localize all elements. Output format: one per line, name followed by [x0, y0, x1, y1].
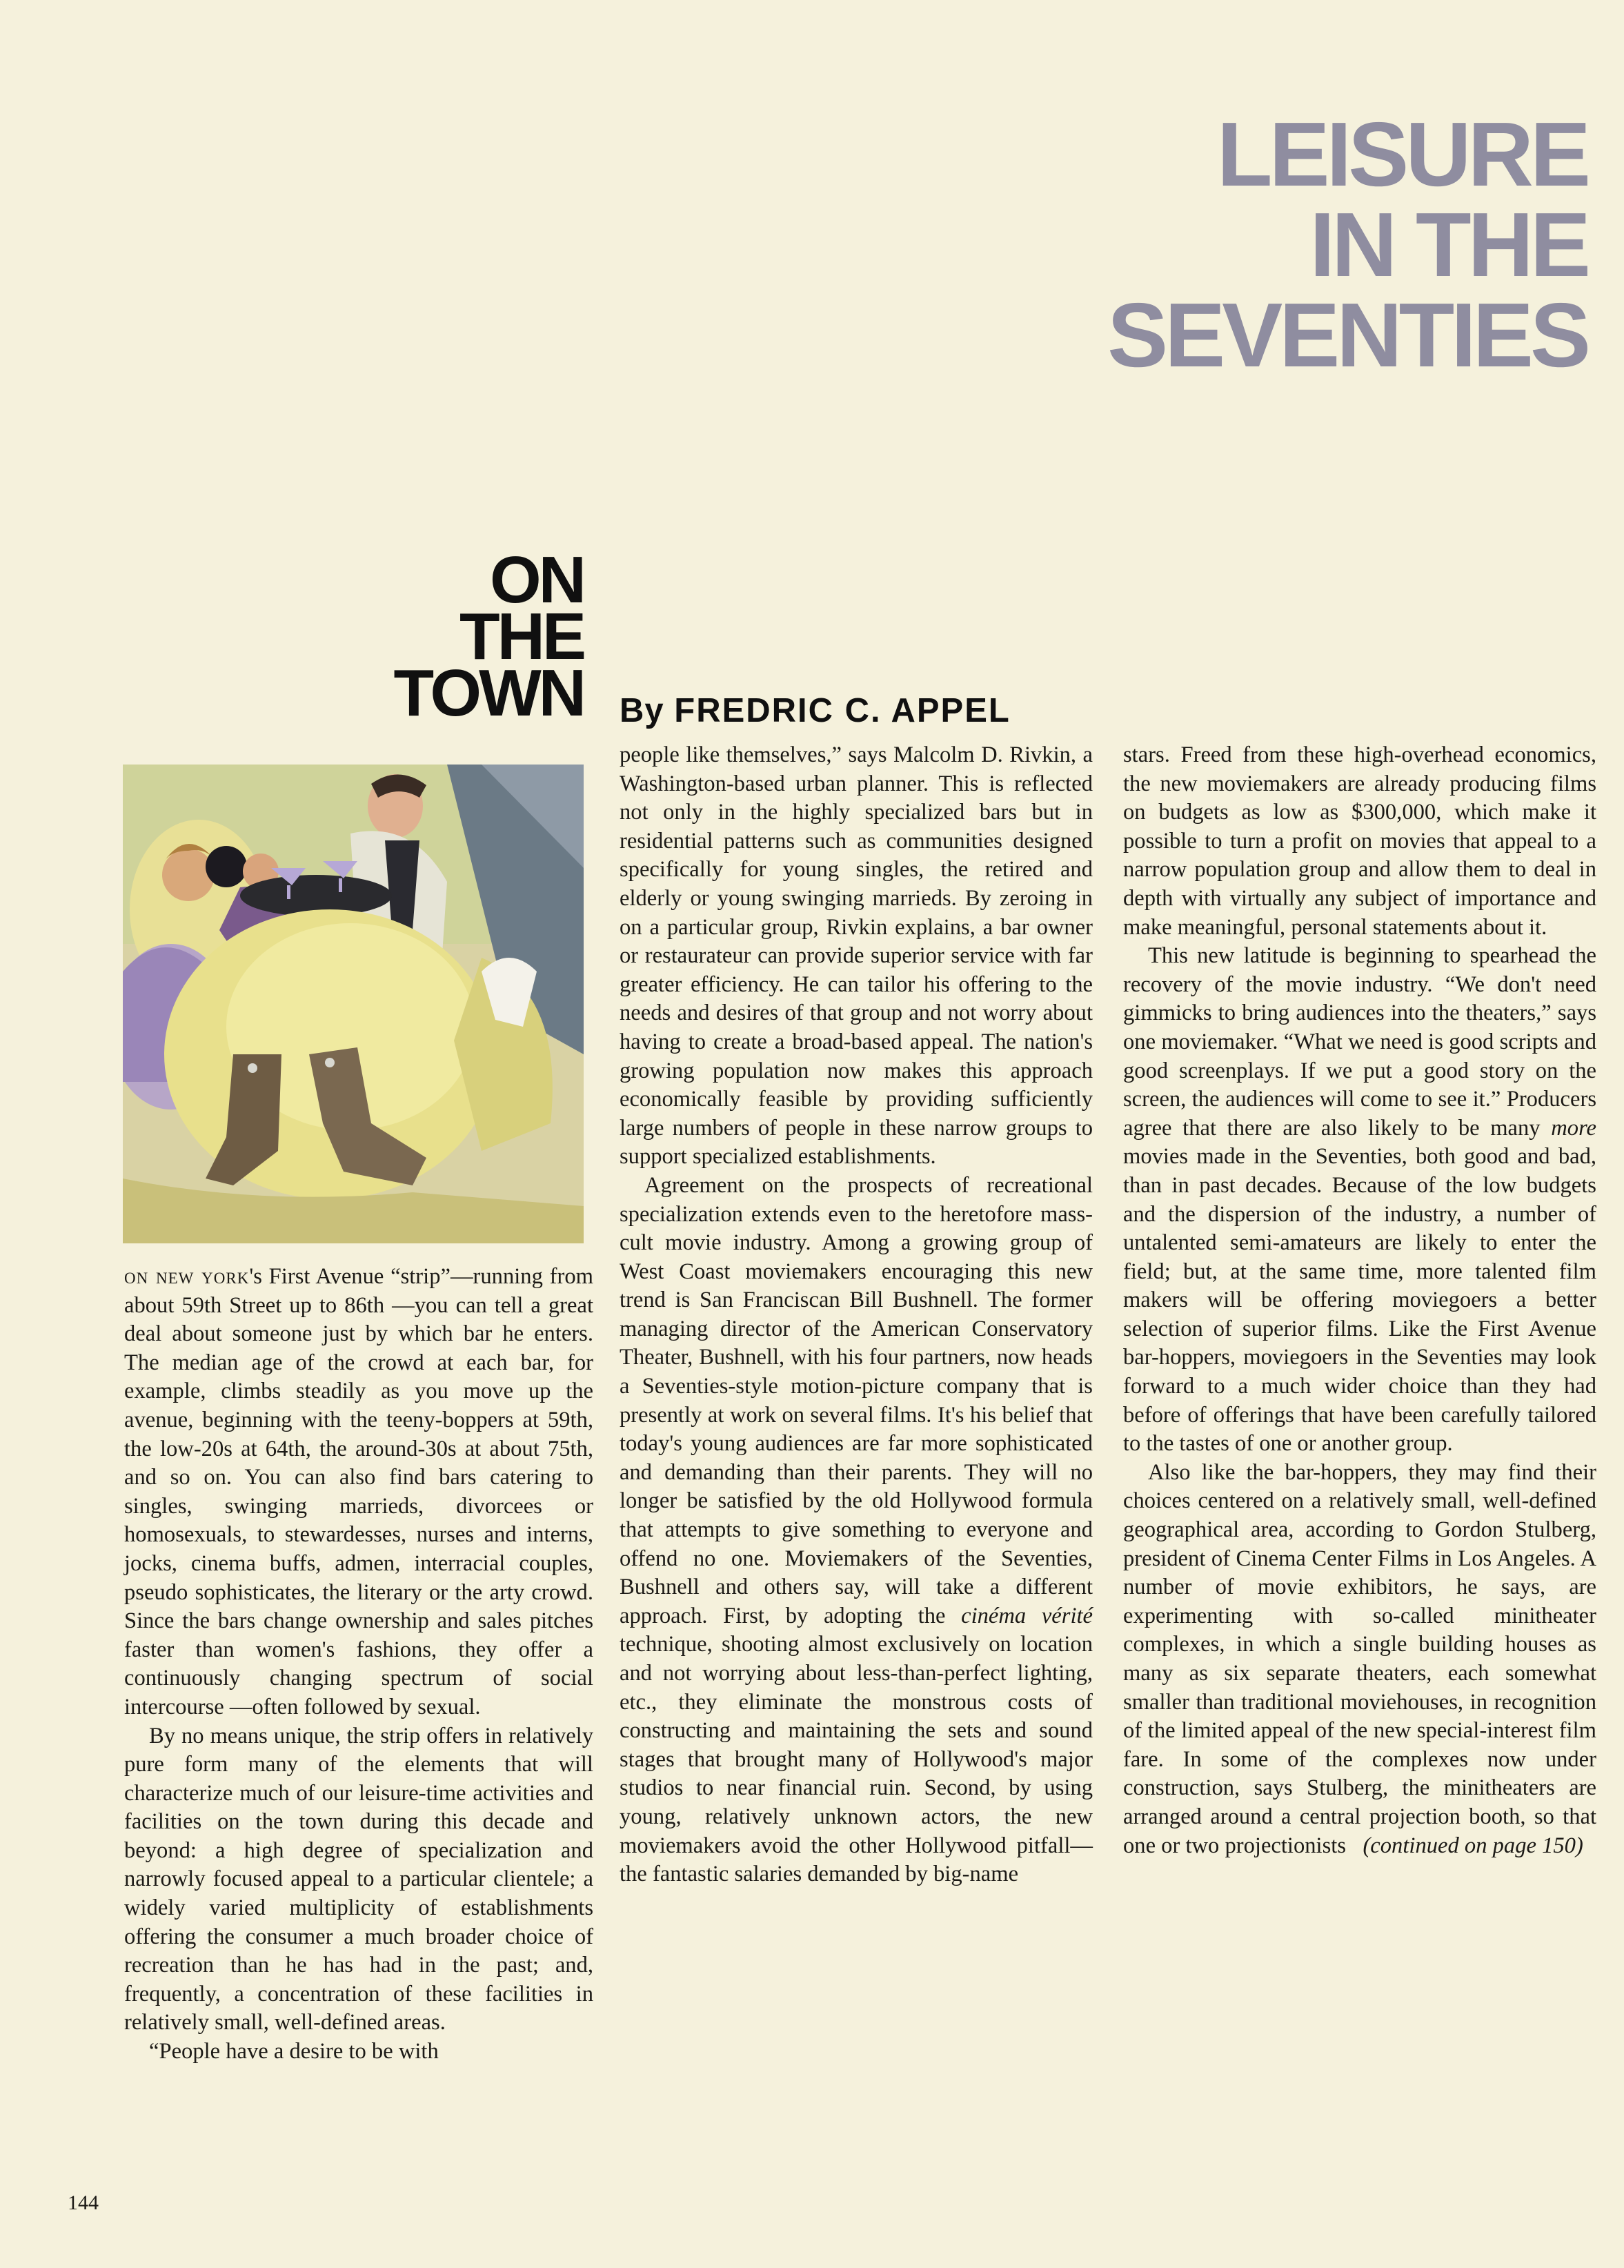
section-title-line-1: ON — [490, 543, 584, 617]
column-1-paragraph-2: By no means unique, the strip offers in relatively pure form many of the elements that will characterize much of our leisure-time activities and facilities on the town during this decade and beyond: a high degree of specialization and narrowly focused appeal to a particular clientele; a widely varied multiplicity of establishments offering the consumer a much broader choice of recreation than he has had in the past; and, frequently, a concentration of these facilities in relatively small, well-defined areas. — [124, 1723, 593, 2035]
column-3-paragraph-1: stars. Freed from these high-overhead economics, the new moviemakers are already producing films on budgets as low as $300,000, which make it possible to turn a profit on movies that appeal to a narrow population group and allow them to deal in depth with virtually any subject of importance and make meaningful, personal statements about it. — [1123, 742, 1596, 940]
column-3-paragraph-3-text: Also like the bar-hoppers, they may find their choices centered on a relatively small, well-defined geographical area, according to Gordon Stulberg, president of Cinema Center Films in Los Angeles. A number of movie exhibitors, he says, are experimenting with so-called minitheater complexes, in which a single building houses as many as six separate theaters, each somewhat smaller than traditional moviehouses, in recognition of the limited appeal of the new special-interest film fare. In some of the complexes now under construction, says Stulberg, the minitheaters are arranged around a central projection booth, so that one or two projectionists — [1123, 1459, 1596, 1858]
column-1-paragraph-1-text: 's First Avenue “strip”—running from about 59th Street up to 86th —you can tell a great deal about someone just by which bar he enters. The median age of the crowd at each bar, for example, climbs steadily as you move up the avenue, beginning with the teeny-boppers at 59th, the low-20s at 64th, the around-30s at about 75th, and so on. You can also find bars catering to singles, swinging marrieds, divorcees or homosexuals, to stewardesses, nurses and interns, jocks, cinema buffs, admen, interracial couples, pseudo sophisticates, the literary or the arty crowd. Since the bars change ownership and sales pitches faster than women's fashions, they offer a continuously changing spectrum of social intercourse —often followed by sexual. — [124, 1264, 593, 1719]
column-3-paragraph-2-text-a: This new latitude is beginning to spearhead the recovery of the movie industry. “We don't need gimmicks to bring audiences into the theaters,” says one moviemaker. “What we need is good scripts and good screenplays. If we put a good story on the screen, the audiences will come to see it.” Producers agree that there are also likely to be many — [1123, 943, 1596, 1141]
more-italic: more — [1551, 1115, 1596, 1141]
column-2-paragraph-2 — [620, 1172, 1093, 1889]
article-column-1 — [124, 1263, 593, 2067]
column-3-paragraph-2-text-b: movies made in the Seventies, both good and bad, than in past decades. Because of the low budgets and the dispersion of the industry, a number of untalented semi-amateurs are likely to enter the field; but, at the same time, more talented film makers will be offering moviegoers a better selection of superior films. Like the First Avenue bar-hoppers, moviegoers in the Seventies may look forward to a much wider choice than they had before of offerings that have been carefully tailored to the tastes of one or another group. — [1123, 1144, 1596, 1457]
headline-line-2: IN THE — [1309, 194, 1587, 295]
page-number: 144 — [68, 2191, 99, 2214]
lead-in-smallcaps: on new york — [124, 1264, 250, 1289]
headline-line-1: LEISURE — [1216, 103, 1587, 205]
cinema-verite-italic: cinéma vérité — [961, 1603, 1093, 1628]
byline — [620, 691, 1011, 730]
continued-on-page-link[interactable]: (continued on page 150) — [1363, 1833, 1583, 1858]
article-column-3 — [1123, 741, 1596, 1860]
byline-prefix: By — [620, 692, 664, 729]
column-3-paragraph-2 — [1123, 942, 1596, 1459]
column-2-paragraph-2-text-b: technique, shooting almost exclusively on location and not worrying about less-than-perfect lighting, etc., they eliminate the monstrous costs of constructing and maintaining the sets and sound stages that brought many of Hollywood's major studios to near financial ruin. Second, by using young, relatively unknown actors, the new moviemakers avoid the other Hollywood pitfall—the fantastic salaries demanded by big-name — [620, 1632, 1093, 1887]
column-2-paragraph-1: people like themselves,” says Malcolm D. Rivkin, a Washington-based urban planner. This is reflected not only in the highly specialized bars but in residential patterns such as communities designed specifically for young singles, the retired and elderly or young swinging marrieds. By zeroing in on a particular group, Rivkin explains, a bar owner or restaurateur can provide superior service with far greater efficiency. He can tailor his offering to the needs and desires of that group and not worry about having to create a broad-based appeal. The nation's growing population now makes this approach economically feasible by providing sufficiently large numbers of people in these narrow groups to support specialized establishments. — [620, 742, 1093, 1170]
section-title-line-2: THE — [459, 600, 584, 673]
article-column-2 — [620, 741, 1093, 1889]
article-headline — [1107, 103, 1587, 386]
column-3-paragraph-3 — [1123, 1459, 1596, 1860]
column-1-paragraph-1 — [124, 1263, 593, 1722]
section-title-line-3: TOWN — [393, 656, 584, 730]
headline-line-3: SEVENTIES — [1107, 284, 1587, 386]
column-1-paragraph-3: “People have a desire to be with — [149, 2039, 439, 2064]
byline-author: FREDRIC C. APPEL — [674, 692, 1011, 729]
column-2-paragraph-2-text-a: Agreement on the prospects of recreational specialization extends even to the heretofore mass-cult movie industry. Among a growing group of West Coast moviemakers encouraging this new trend is San Franciscan Bill Bushnell. The former managing director of the American Conservatory Theater, Bushnell, with his four partners, now heads a Seventies-style motion-picture company that is presently at work on several films. It's his belief that today's young audiences are far more sophisticated and demanding than their parents. They will no longer be satisfied by the old Hollywood formula that attempts to give something to everyone and offend no one. Moviemakers of the Seventies, Bushnell and others say, will take a different approach. First, by adopting the — [620, 1172, 1093, 1628]
bar-scene-illustration — [123, 765, 584, 1243]
section-title — [393, 543, 584, 730]
